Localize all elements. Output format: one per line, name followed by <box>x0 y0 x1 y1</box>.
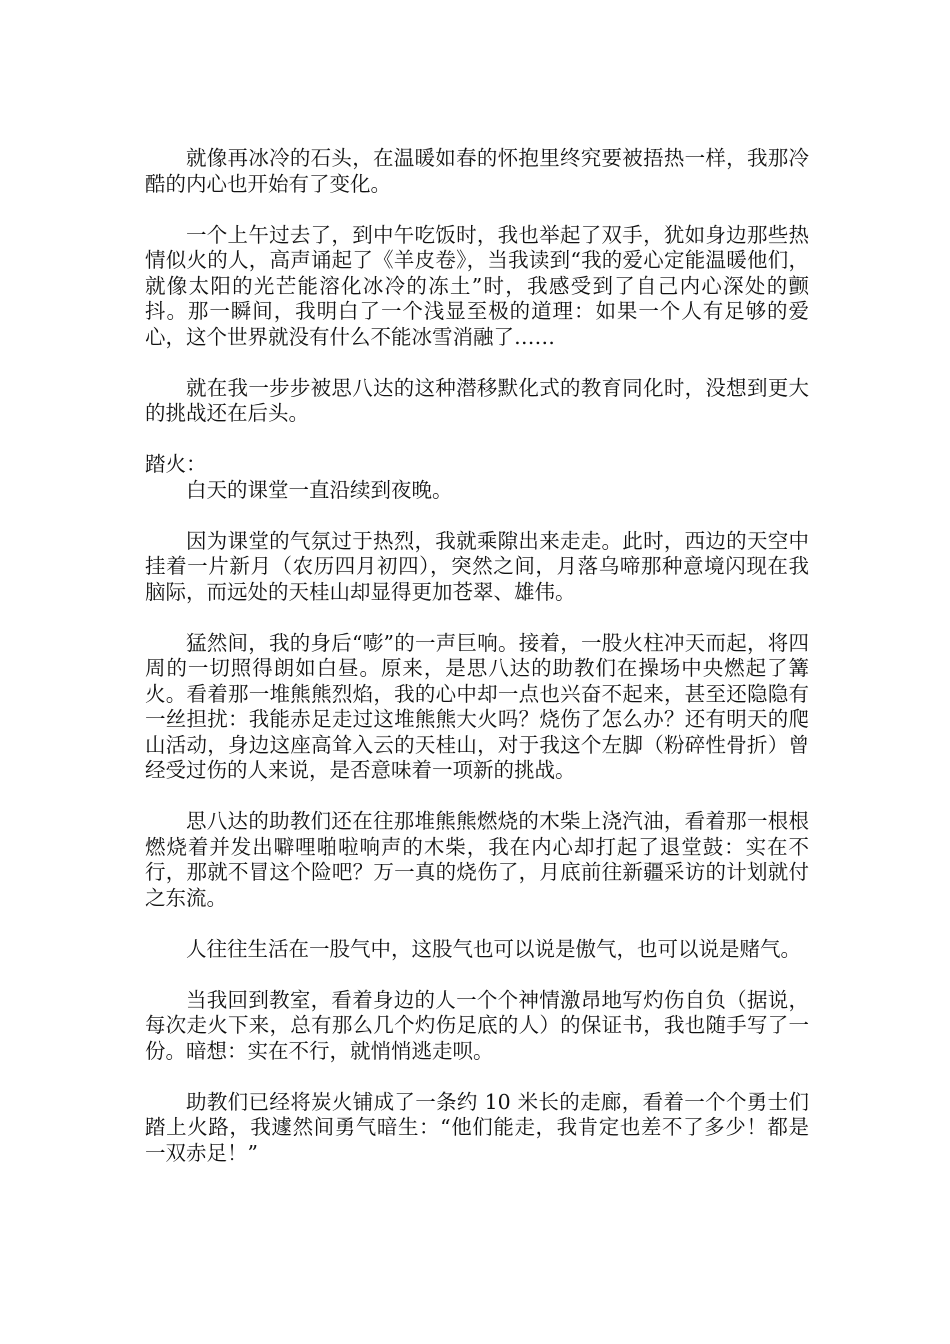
paragraph-morning-recitation: 一个上午过去了，到中午吃饭时，我也举起了双手，犹如身边那些热情似火的人，高声诵起了《羊皮卷》，当我读到“我的爱心定能温暖他们，就像太阳的光芒能溶化冰冷的冻土”时，我感受到了自己内心深处的颤抖。那一瞬间，我明白了一个浅显至极的道理：如果一个人有足够的爱心，这个世界就没有什么不能冰雪消融了…… <box>145 222 809 349</box>
paragraph-bigger-challenge: 就在我一步步被思八达的这种潜移默化式的教育同化时，没想到更大的挑战还在后头。 <box>145 375 809 425</box>
section-heading: 踏火： <box>145 452 207 476</box>
paragraph-bonfire: 猛然间，我的身后“嘭”的一声巨响。接着，一股火柱冲天而起，将四周的一切照得朗如白昼。原来，是思八达的助教们在操场中央燃起了篝火。看着那一堆熊熊烈焰，我的心中却一点也兴奋不起来，甚至还隐隐有一丝担扰：我能赤足走过这堆熊熊大火吗？烧伤了怎么办？还有明天的爬山活动，身边这座高耸入云的天桂山，对于我这个左脚（粉碎性骨折）曾经受过伤的人来说，是否意味着一项新的挑战。 <box>145 630 809 782</box>
paragraph-class-into-night: 白天的课堂一直沿续到夜晚。 <box>186 477 453 502</box>
paragraph-new-moon: 因为课堂的气氛过于热烈，我就乘隙出来走走。此时，西边的天空中挂着一片新月（农历四月初四），突然之间，月落乌啼那种意境闪现在我脑际，而远处的天桂山却显得更加苍翠、雄伟。 <box>145 528 809 604</box>
paragraph-fire-walk: 助教们已经将炭火铺成了一条约 10 米长的走廊，看着一个个勇士们踏上火路，我遽然间勇气暗生：“他们能走，我肯定也差不了多少！都是一双赤足！” <box>145 1089 809 1165</box>
paragraph-guarantee: 当我回到教室，看着身边的人一个个神情激昂地写灼伤自负（据说，每次走火下来，总有那么几个灼伤足底的人）的保证书，我也随手写了一份。暗想：实在不行，就悄悄逃走呗。 <box>145 987 809 1063</box>
paragraph-pride: 人往往生活在一股气中，这股气也可以说是傲气，也可以说是赌气。 <box>186 936 801 961</box>
paragraph-gasoline: 思八达的助教们还在往那堆熊熊燃烧的木柴上浇汽油，看着那一根根燃烧着并发出噼哩啪啦响声的木柴，我在内心却打起了退堂鼓：实在不行，那就不冒这个险吧？万一真的烧伤了，月底前往新疆采访的计划就付之东流。 <box>145 809 809 910</box>
paragraph-warmed-stone: 就像再冰冷的石头，在温暖如春的怀抱里终究要被捂热一样，我那冷酷的内心也开始有了变化。 <box>145 146 809 196</box>
document-page <box>145 146 809 1192</box>
